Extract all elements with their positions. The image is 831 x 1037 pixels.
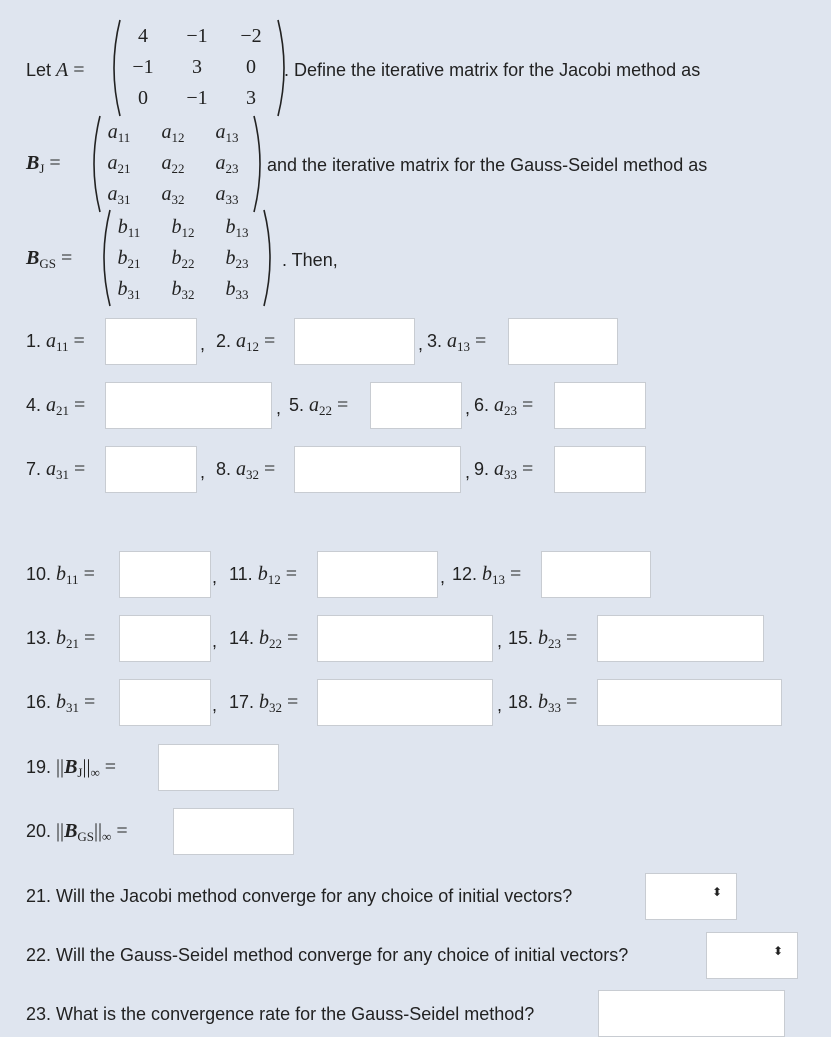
separator-comma: , [212, 567, 218, 587]
answer-input-b13[interactable] [541, 551, 651, 598]
select-arrows-icon: ⬍ [772, 944, 783, 958]
separator-comma: , [418, 334, 424, 354]
q21-text: 21. Will the Jacobi method converge for any choice of initial vectors? [26, 886, 573, 906]
matrix-cell: $a_{23}$ [215, 152, 239, 176]
let-text: Let A = [26, 59, 85, 81]
q22-select[interactable] [706, 932, 798, 979]
separator-comma: , [497, 631, 503, 651]
matrix-cell: $b_{11}$ [117, 216, 141, 240]
bj-label: $B_J$ = [26, 152, 61, 176]
answer-label-b33: 18. $b_{33}$ = [508, 691, 578, 715]
separator-comma: , [440, 567, 446, 587]
matrix-bgs-right-paren [262, 208, 278, 308]
answer-input-b23[interactable] [597, 615, 764, 662]
define-gs-text: and the iterative matrix for the Gauss-Seidel method as [267, 155, 708, 175]
matrix-cell: $b_{31}$ [117, 278, 141, 302]
select-arrows-icon: ⬍ [711, 885, 722, 899]
answer-label-b22: 14. $b_{22}$ = [229, 627, 299, 651]
answer-label-a13: 3. $a_{13}$ = [427, 330, 487, 354]
answer-input-a12[interactable] [294, 318, 415, 365]
answer-label-a33: 9. $a_{33}$ = [474, 458, 534, 482]
matrix-cell: $b_{12}$ [171, 216, 195, 240]
matrix-cell: $a_{13}$ [215, 121, 239, 145]
matrix-cell: $b_{13}$ [225, 216, 249, 240]
answer-input-b12[interactable] [317, 551, 438, 598]
answer-label-a12: 2. $a_{12}$ = [216, 330, 276, 354]
matrix-cell: $a_{22}$ [161, 152, 185, 176]
separator-comma: , [200, 334, 206, 354]
answer-label-a31: 7. $a_{31}$ = [26, 458, 86, 482]
bgs-label: $B_{GS}$ = [26, 247, 73, 271]
matrix-cell: $a_{33}$ [215, 183, 239, 207]
q20-norm-bgs-input[interactable] [173, 808, 294, 855]
answer-input-b22[interactable] [317, 615, 493, 662]
answer-input-a23[interactable] [554, 382, 646, 429]
q20-label: 20. $||B_{GS}||_\infty$ = [26, 820, 128, 844]
separator-comma: , [465, 462, 471, 482]
matrix-bj-right-paren [252, 114, 268, 214]
answer-input-a32[interactable] [294, 446, 461, 493]
answer-label-a23: 6. $a_{23}$ = [474, 394, 534, 418]
q23-text: 23. What is the convergence rate for the Gauss-Seidel method? [26, 1004, 535, 1024]
then-text: . Then, [282, 250, 338, 270]
matrix-cell: $b_{22}$ [171, 247, 195, 271]
answer-input-a13[interactable] [508, 318, 618, 365]
answer-input-b11[interactable] [119, 551, 211, 598]
matrix-bgs [102, 212, 264, 305]
separator-comma: , [212, 631, 218, 651]
matrix-cell: −2 [240, 25, 262, 47]
matrix-cell: 0 [246, 56, 256, 78]
matrix-a [116, 21, 278, 114]
define-jacobi-text: . Define the iterative matrix for the Jacobi method as [284, 60, 701, 80]
separator-comma: , [276, 398, 282, 418]
answer-input-b32[interactable] [317, 679, 493, 726]
q22-text: 22. Will the Gauss-Seidel method converge for any choice of initial vectors? [26, 945, 629, 965]
answer-input-b21[interactable] [119, 615, 211, 662]
answer-label-b12: 11. $b_{12}$ = [229, 563, 297, 587]
matrix-cell: $b_{32}$ [171, 278, 195, 302]
matrix-cell: $a_{31}$ [107, 183, 131, 207]
answer-label-a21: 4. $a_{21}$ = [26, 394, 86, 418]
answer-input-b31[interactable] [119, 679, 211, 726]
matrix-bj [92, 117, 254, 210]
answer-input-a21[interactable] [105, 382, 272, 429]
matrix-cell: $a_{12}$ [161, 121, 185, 145]
answer-label-b31: 16. $b_{31}$ = [26, 691, 96, 715]
matrix-cell: $b_{33}$ [225, 278, 249, 302]
answer-label-b11: 10. $b_{11}$ = [26, 563, 95, 587]
matrix-cell: $b_{23}$ [225, 247, 249, 271]
matrix-cell: $b_{21}$ [117, 247, 141, 271]
answer-label-b32: 17. $b_{32}$ = [229, 691, 299, 715]
matrix-cell: $a_{21}$ [107, 152, 131, 176]
separator-comma: , [200, 462, 206, 482]
answer-input-a11[interactable] [105, 318, 197, 365]
answer-label-a11: 1. $a_{11}$ = [26, 330, 85, 354]
answer-label-a22: 5. $a_{22}$ = [289, 394, 349, 418]
answer-input-a33[interactable] [554, 446, 646, 493]
separator-comma: , [212, 695, 218, 715]
matrix-cell: $a_{32}$ [161, 183, 185, 207]
matrix-cell: 4 [138, 25, 148, 47]
separator-comma: , [465, 398, 471, 418]
matrix-cell: 0 [138, 87, 148, 109]
matrix-a-var: A [56, 59, 69, 81]
matrix-cell: −1 [186, 87, 208, 109]
q19-norm-bj-input[interactable] [158, 744, 279, 791]
matrix-cell: 3 [246, 87, 256, 109]
matrix-cell: 3 [192, 56, 202, 78]
separator-comma: , [497, 695, 503, 715]
q21-select[interactable] [645, 873, 737, 920]
matrix-cell: −1 [186, 25, 208, 47]
answer-input-a31[interactable] [105, 446, 197, 493]
q19-label: 19. $||B_J||_\infty$ = [26, 756, 117, 780]
answer-label-a32: 8. $a_{32}$ = [216, 458, 276, 482]
matrix-cell: −1 [132, 56, 154, 78]
answer-input-a22[interactable] [370, 382, 462, 429]
q23-rate-input[interactable] [598, 990, 785, 1037]
answer-label-b13: 12. $b_{13}$ = [452, 563, 522, 587]
answer-label-b23: 15. $b_{23}$ = [508, 627, 578, 651]
answer-input-b33[interactable] [597, 679, 782, 726]
answer-label-b21: 13. $b_{21}$ = [26, 627, 96, 651]
matrix-cell: $a_{11}$ [107, 121, 131, 145]
